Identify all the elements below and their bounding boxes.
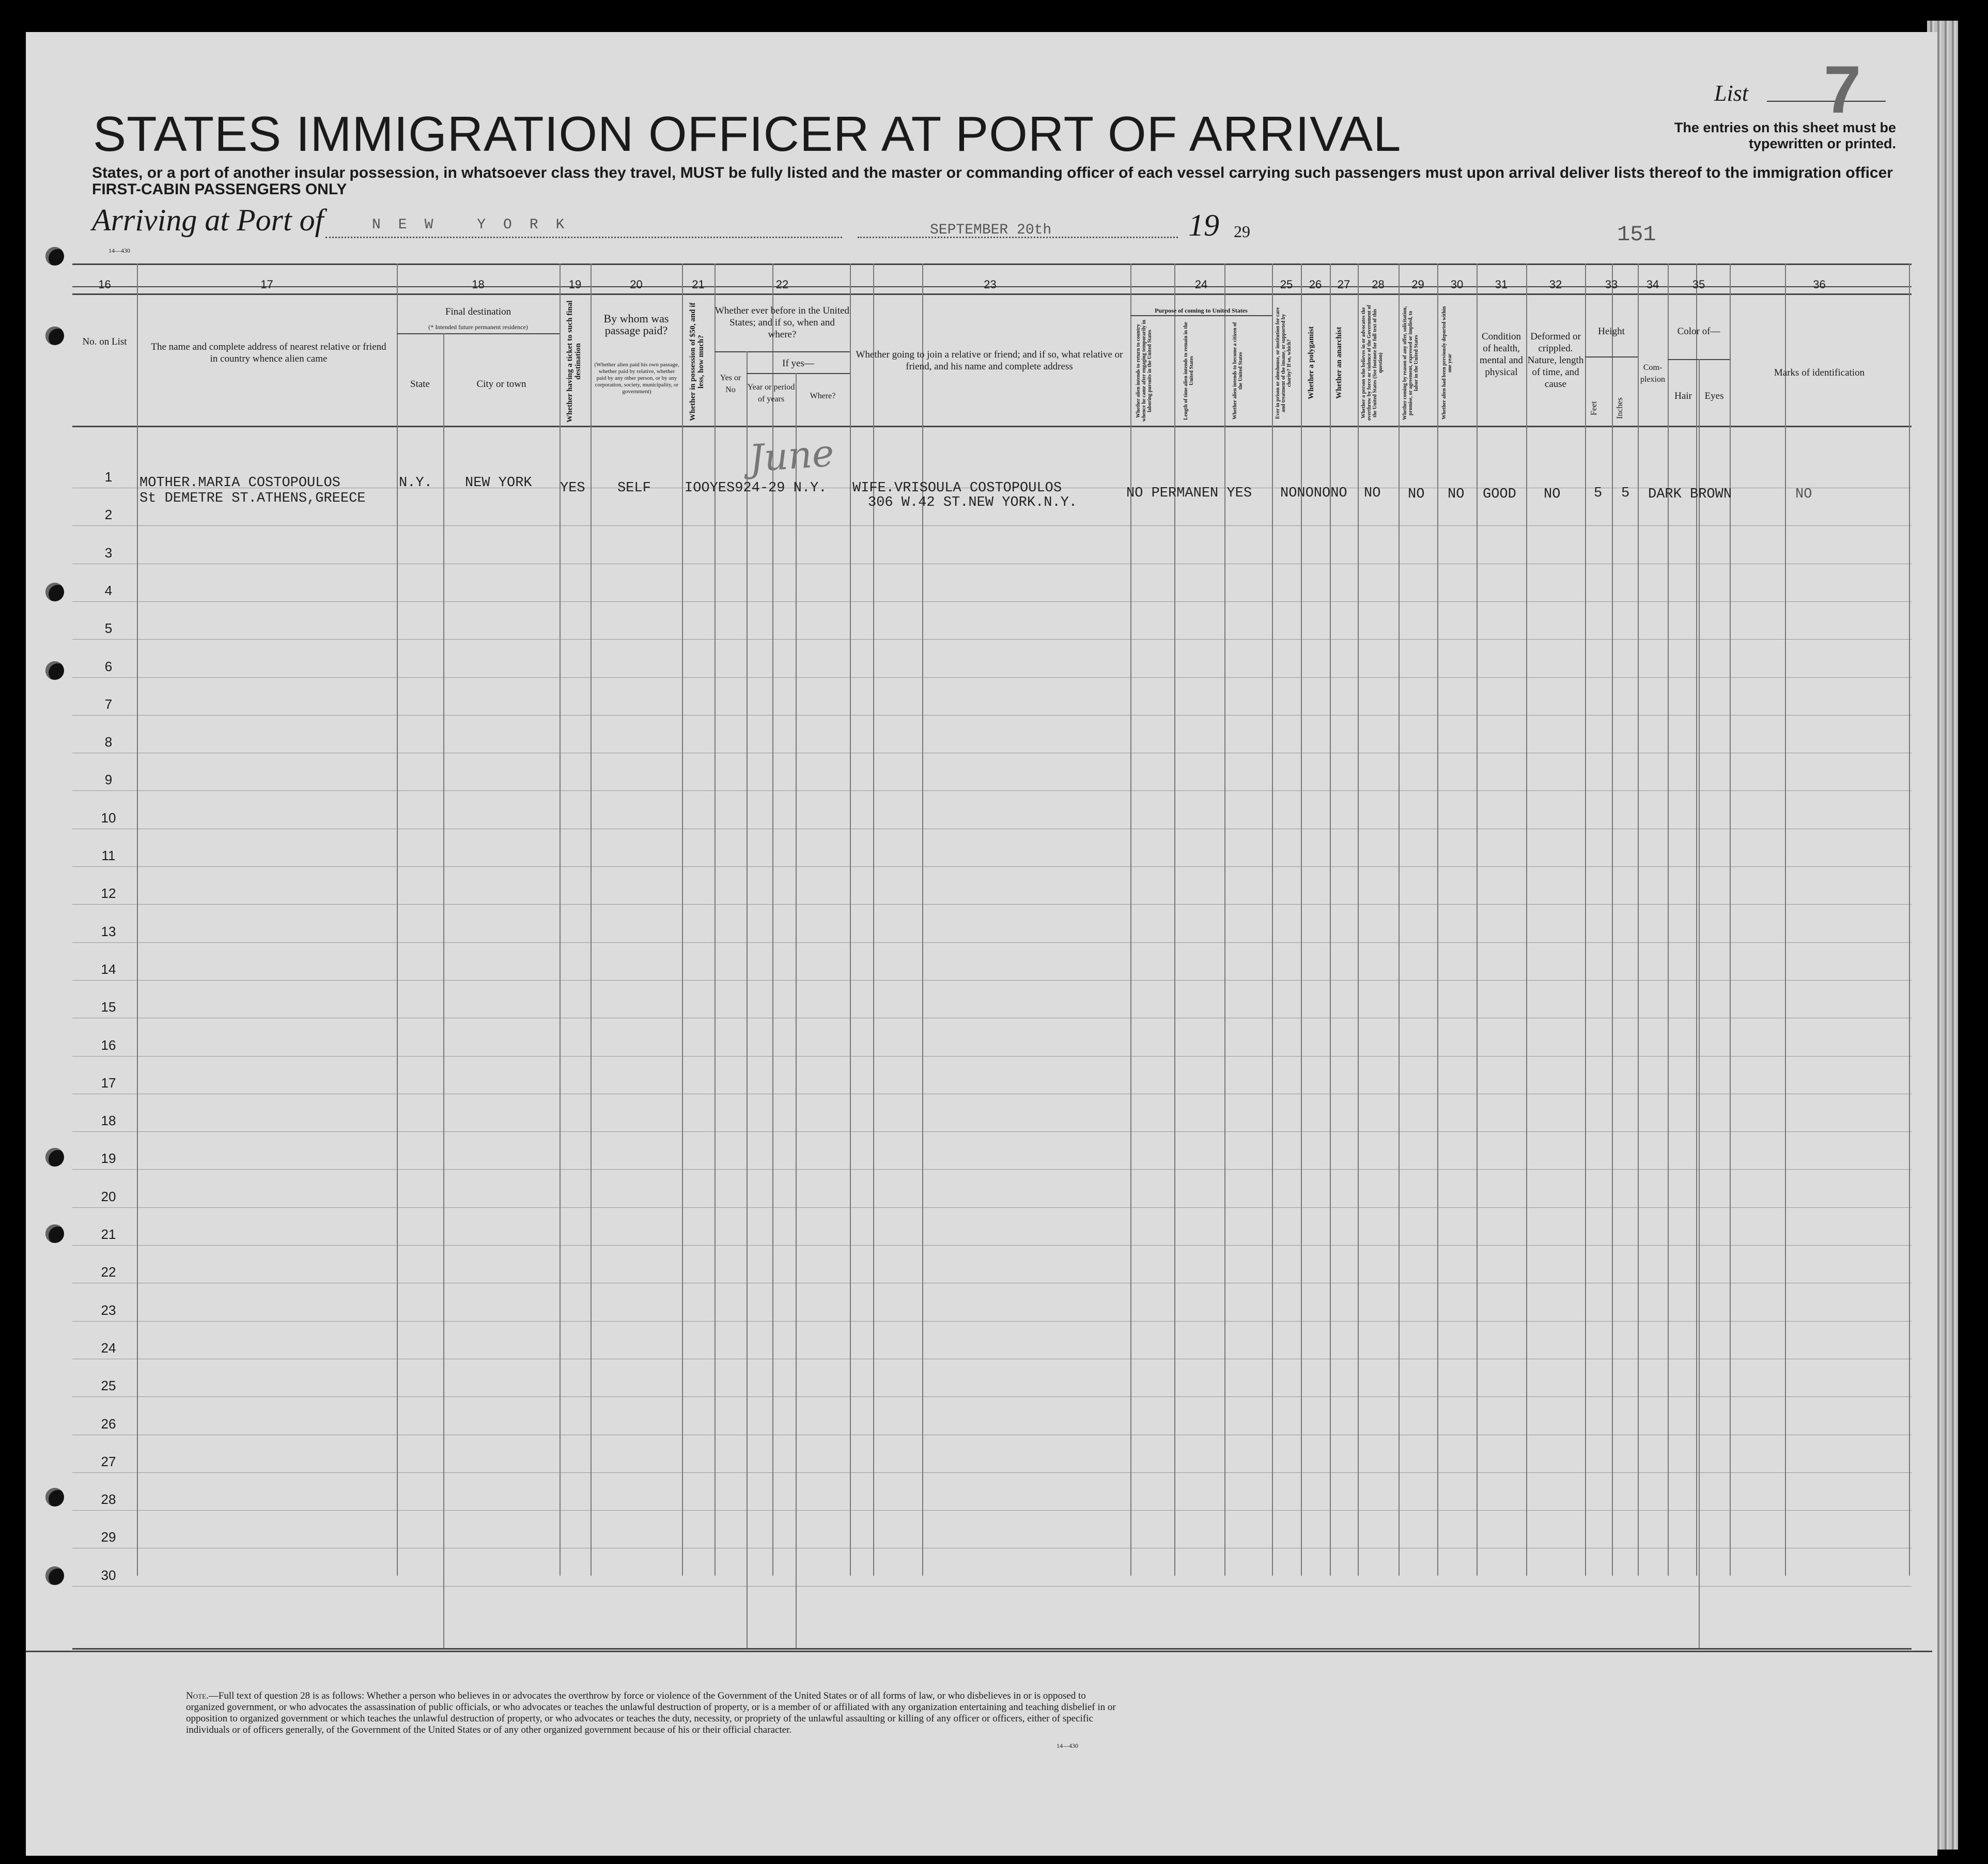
row-number: 28 [101,1492,116,1508]
header-labor-offer: Whether coming by reason of any offer, solicitation, promise, or agreement, expressed or implied, to labor in the United States [1402,306,1419,420]
column-divider [1399,263,1400,1576]
table-top-rule [72,263,1912,265]
column-divider [1358,263,1359,1576]
column-divider [1785,263,1786,1576]
column-divider [873,263,874,1576]
row-number: 30 [101,1567,116,1583]
row-rule [72,1510,1912,1511]
column-divider [397,263,398,1576]
footnote [186,1690,1126,1736]
header-ticket: Whether having a ticket to such final destination [566,300,582,423]
row-rule [72,525,1912,526]
row-rule [72,601,1912,602]
colnum-21: 21 [692,278,705,291]
handwritten-june: June [748,431,835,480]
state-city-divider [443,333,444,1648]
colnum-20: 20 [630,278,643,291]
row-number: 25 [101,1378,116,1394]
colnum-rule [72,293,1912,295]
header-color: Color of— [1677,326,1720,337]
header-purpose-length: Length of time alien intends to remain in the United States [1183,322,1194,420]
ever-before-rule [715,351,850,352]
relative-name: MOTHER.MARIA COSTOPOULOS [139,475,340,491]
column-divider [1174,263,1175,1576]
overthrow-value: NO [1364,486,1381,501]
header-marks: Marks of identification [1774,367,1865,378]
header-height: Height [1598,326,1625,337]
header-deformed: Deformed or crippled. Nature, length of time, and cause [1527,331,1584,390]
join-relative-address: 306 W.42 ST.NEW YORK.N.Y. [868,495,1078,510]
column-divider [560,263,561,1576]
colnum-25: 25 [1280,278,1293,291]
header-relative: The name and complete address of nearest relative or friend in country whence alien came [151,341,386,364]
health-value: GOOD [1483,487,1516,502]
header-purpose-citizen: Whether alien intends to become a citizen of the United States [1232,322,1244,420]
column-divider [922,263,923,1576]
row-rule [72,1207,1912,1208]
list-label: List [1714,81,1749,106]
row-rule [72,715,1912,716]
row-number: 18 [101,1113,116,1129]
binder-hole [45,1148,64,1167]
binder-hole [45,1224,64,1243]
row-number: 29 [101,1529,116,1545]
colnum-33: 33 [1605,278,1618,291]
header-eyes: Eyes [1704,391,1724,401]
row-rule [72,1472,1912,1473]
colnum-28: 28 [1372,278,1385,291]
list-number: 7 [1824,52,1861,127]
row-number: 15 [101,999,116,1015]
header-year: Year or period of years [747,383,795,403]
marks-value: NO [1795,487,1812,502]
header-prison: Ever in prison or almshouse, or institution for care and treatment of the insane, or supported by charity? If so, which? [1275,307,1292,419]
column-divider [682,263,683,1576]
row-number: 20 [101,1188,116,1204]
column-divider [1130,263,1131,1576]
date-value: SEPTEMBER 20th [930,222,1052,238]
header-health: Condition of health, mental and physical [1480,331,1523,378]
header-bottom-rule [72,426,1912,427]
header-if-yes: If yes— [782,358,814,369]
row-number: 14 [101,961,116,977]
labor-offer-value: NO [1408,487,1425,502]
header-money: Whether in possession of $50, and if less, how much? [689,302,705,421]
colnum-31: 31 [1495,278,1508,291]
money-ever-before-value: IOOYES924-29 N.Y. [685,480,827,496]
purpose-rule [1130,315,1272,316]
row-rule [72,1245,1912,1246]
column-divider [1224,263,1225,1576]
footnote-form-code: 14—430 [1057,1742,1078,1749]
header-no-on-list: No. on List [82,336,127,347]
row-number: 27 [101,1453,116,1469]
header-passage-paid: By whom was passage paid? [603,312,669,337]
page-number: 151 [1617,222,1656,247]
row-rule [72,980,1912,981]
intro-text: States, or a port of another insular possession, in whatsoever class they travel, MUST be fully listed and the master or commanding officer of each vessel carrying such passengers must upon arrival deliver lists thereof to the immigration officer [92,164,1893,181]
header-city: City or town [476,379,526,390]
row-number: 12 [101,886,116,902]
height-rule [1585,356,1638,358]
purpose-value: NO PERMANEN YES [1126,486,1252,501]
column-divider [1909,263,1910,1576]
typewritten-note: The entries on this sheet must be typewritten or printed. [1674,120,1896,151]
colnum-29: 29 [1411,278,1424,291]
year-suffix: 29 [1234,222,1250,241]
inches-value: 5 [1621,486,1630,501]
column-divider [1612,263,1613,1576]
header-feet: Feet [1590,401,1598,415]
header-deported: Whether alien had been previously deported within one year [1441,306,1453,420]
column-divider [1330,263,1331,1576]
arriving-label: Arriving at Port of [92,203,324,237]
row-number: 7 [104,696,113,712]
first-cabin-label: FIRST-CABIN PASSENGERS ONLY [92,181,347,198]
row-number: 23 [101,1302,116,1318]
relative-address: St DEMETRE ST.ATHENS,GREECE [139,491,366,506]
row-number: 8 [104,734,113,750]
port-value: NEW YORK [372,217,582,233]
header-where: Where? [810,392,836,400]
header-state: State [410,379,430,390]
row-rule [72,1056,1912,1057]
header-final-destination-sub: (* Intended future permanent residence) [428,323,528,331]
row-rule [72,866,1912,867]
header-polygamist: Whether a polygamist [1307,326,1315,400]
row-number: 9 [104,772,113,788]
binder-hole [45,247,64,266]
row-number: 13 [101,923,116,939]
column-divider [715,263,716,1576]
paid-by-value: SELF [617,480,651,496]
binder-hole [45,583,64,601]
row-number: 5 [104,620,113,636]
row-number: 19 [101,1151,116,1167]
binder-hole [45,1566,64,1585]
city-value: NEW YORK [465,475,532,491]
binder-hole [45,661,64,680]
colnum-19: 19 [568,278,582,291]
header-ever-before: Whether ever before in the United States; and if so, when and where? [715,305,850,340]
header-passage-paid-sub: (Whether alien paid his own passage, whether paid by relative, whether paid by any other person, or by any corporation, society, municipality, or government) [594,362,679,395]
state-value: N.Y. [399,475,432,491]
row-number: 3 [104,545,113,561]
colnum-27: 27 [1337,278,1350,291]
hair-eyes-divider [1699,359,1700,1648]
footnote-text: —Full text of question 28 is as follows: Whether a person who believes in or advocates the overthrow by force or violence of the Government of the United States or of all forms of law, or who disbelieves in or is opposed to organized government, or who advocates the assassination of public officials, or who advocates or teaches the unlawful destruction of property, or is a member of or affiliated with any organization entertaining and teaching disbelief in or opposition to organized government or which teaches the unlawful destruction of property, or who advocates or teaches the duty, necessity, or propriety of the unlawful assaulting or killing of any officer or officers, either of specific individuals or of officers generally, of the Government of the United States or of any other organized government because of his or their official character. [186,1690,1116,1735]
column-divider [1668,263,1669,1576]
row-rule [72,1396,1912,1397]
header-inches: Inches [1616,397,1624,419]
row-rule [72,639,1912,640]
row-number: 22 [101,1264,116,1280]
row-number: 1 [104,469,113,485]
colnum-16: 16 [98,278,111,291]
row-number: 24 [101,1340,116,1356]
manifest-table [72,263,1912,1583]
column-divider [850,263,851,1576]
row-number: 6 [104,658,113,674]
row-number: 10 [101,810,116,826]
column-divider [1730,263,1731,1576]
header-final-destination: Final destination [445,306,511,317]
deformed-value: NO [1544,487,1561,502]
if-yes-rule [747,373,850,374]
row-number: 17 [101,1075,116,1091]
row-rule [72,1131,1912,1132]
year-prefix: 19 [1188,208,1219,242]
row-rule [72,790,1912,791]
column-divider [1301,263,1302,1576]
header-purpose-return: Whether alien intends to return to country whence he came after engaging temporarily in laboring pursuits in the United States [1136,320,1153,422]
complexion-hair-eyes-value: DARK BROWN [1648,487,1732,502]
colnum-35: 35 [1692,278,1705,291]
row-number: 11 [101,848,116,863]
form-code: 14—430 [108,247,130,254]
sheet-bottom-rule [26,1651,1932,1652]
row-number: 26 [101,1416,116,1432]
column-divider [1526,263,1527,1576]
join-relative-name: WIFE.VRISOULA COSTOPOULOS [852,480,1062,496]
row-number: 2 [104,507,113,523]
binder-hole [45,1488,64,1506]
row-rule [72,1586,1912,1587]
binder-hole [45,327,64,345]
row-rule [72,942,1912,943]
colnum-26: 26 [1309,278,1322,291]
column-divider [1585,263,1586,1576]
header-hair: Hair [1674,391,1692,401]
deported-value: NO [1448,487,1465,502]
colnum-24: 24 [1194,278,1208,291]
final-destination-rule [397,333,560,334]
prison-polygamist-anarchist-value: NONONONO [1280,486,1347,501]
header-join-relative: Whether going to join a relative or friend; and if so, what relative or friend, and his name and complete address [856,349,1123,372]
row-rule [72,677,1912,678]
column-divider [1477,263,1478,1576]
header-complexion: Com-plexion [1640,363,1665,384]
header-anarchist: Whether an anarchist [1335,327,1343,399]
colnum-34: 34 [1646,278,1659,291]
colnum-22: 22 [775,278,789,291]
colnum-23: 23 [984,278,997,291]
row-number: 16 [101,1037,116,1053]
column-divider [1272,263,1273,1576]
form-title: STATES IMMIGRATION OFFICER AT PORT OF ARRIVAL [93,106,1402,162]
row-rule [72,1169,1912,1170]
header-yes-no: Yes or No [720,374,741,394]
header-purpose: Purpose of coming to United States [1155,307,1248,314]
colnum-17: 17 [260,278,273,291]
year-where-divider [796,373,797,1648]
row-number: 4 [104,582,113,598]
feet-value: 5 [1594,486,1603,501]
column-divider [1638,263,1639,1576]
header-overthrow: Whether a person who believes in or advocates the overthrow by force or violence of the Government of the United States (See footnote for full text of this question) [1361,305,1384,421]
port-dotline [325,237,842,238]
colnum-36: 36 [1813,278,1826,291]
colnum-32: 32 [1549,278,1562,291]
table-bottom-rule [72,1648,1912,1650]
colnum-30: 30 [1450,278,1464,291]
column-divider [591,263,592,1576]
yes-no-divider [747,351,748,1648]
row-rule [72,1321,1912,1322]
column-divider [1696,263,1697,1576]
row-number: 21 [101,1226,116,1242]
ticket-value: YES [560,480,585,496]
column-divider [1437,263,1438,1576]
row-rule [72,904,1912,905]
colnum-18: 18 [472,278,485,291]
footnote-label: Note. [186,1690,209,1701]
